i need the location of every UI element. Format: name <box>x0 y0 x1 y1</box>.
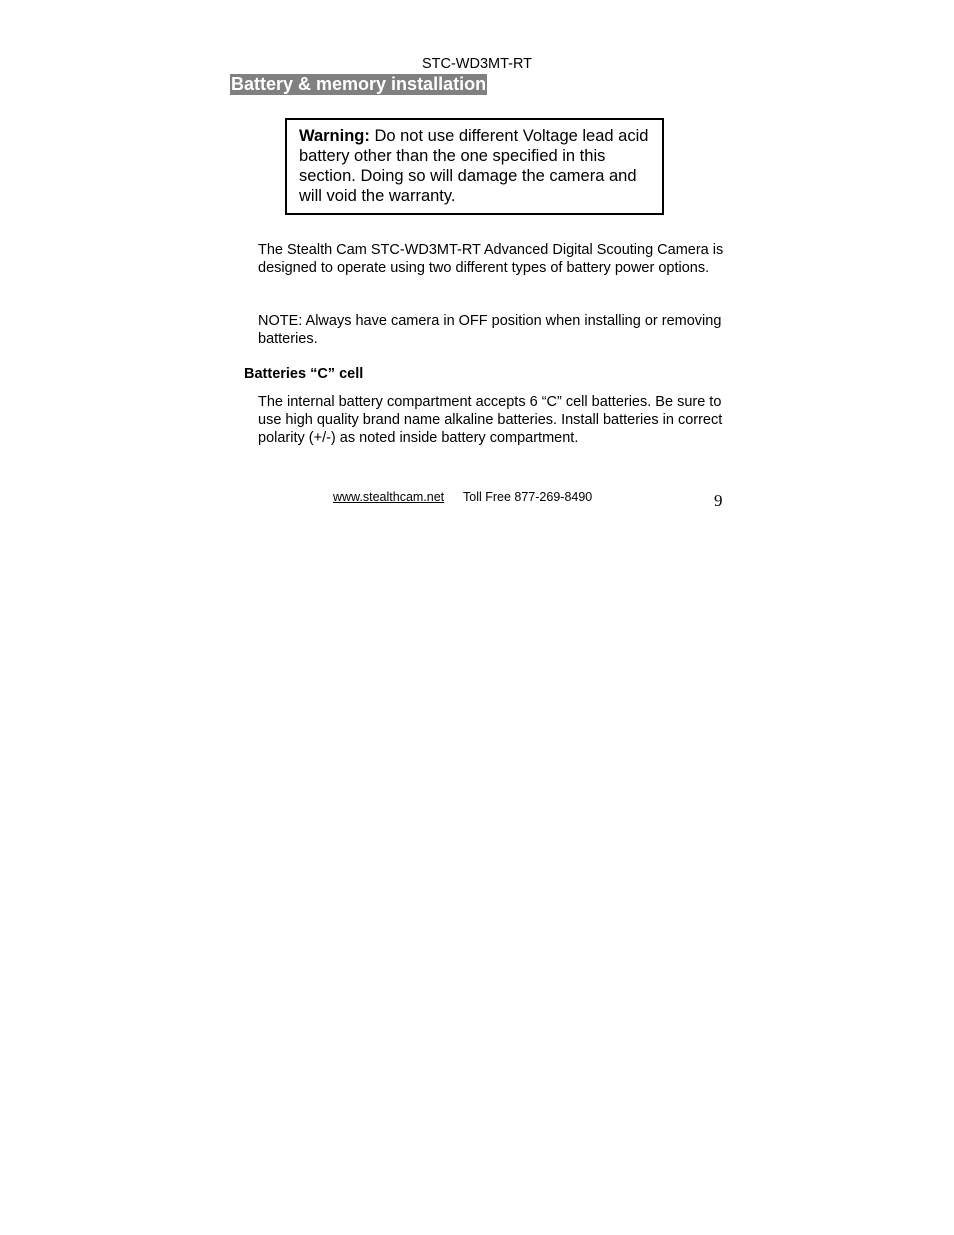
model-header: STC-WD3MT-RT <box>421 56 533 72</box>
phone-number: Toll Free 877-269-8490 <box>463 490 593 504</box>
website-link[interactable]: www.stealthcam.net <box>333 490 445 504</box>
batteries-subheading: Batteries “C” cell <box>244 366 364 382</box>
batteries-paragraph: The internal battery compartment accepts 6 “C” cell batteries. Be sure to use high quality brand name alkaline batteries. Install batteries in correct polarity (+/-) as noted inside battery compartment. <box>258 394 723 446</box>
note-paragraph: NOTE: Always have camera in OFF position when installing or removing batteries. <box>258 313 722 347</box>
warning-box <box>285 118 664 215</box>
page-number: 9 <box>714 491 723 510</box>
warning-label: Warning: <box>299 127 370 145</box>
section-title: Battery & memory installation <box>231 74 487 94</box>
intro-paragraph: The Stealth Cam STC-WD3MT-RT Advanced Digital Scouting Camera is designed to operate using two different types of battery power options. <box>258 242 724 276</box>
warning-text: Do not use different Voltage lead acid battery other than the one specified in this section. Doing so will damage the camera and will void the warranty. <box>299 127 649 205</box>
